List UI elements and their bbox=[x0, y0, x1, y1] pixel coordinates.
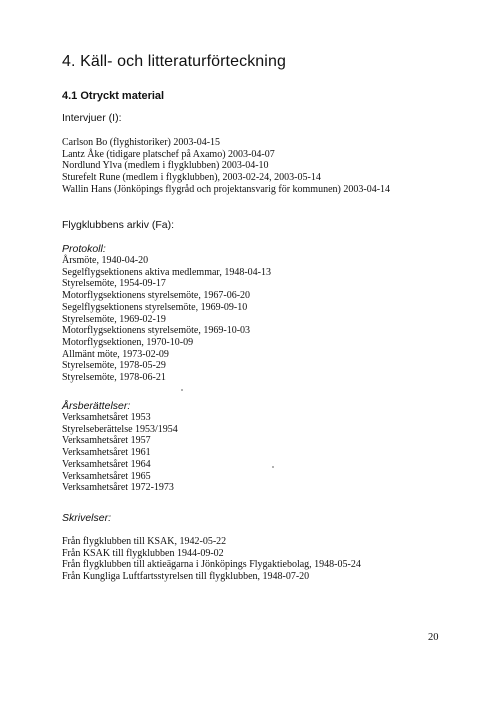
scan-speck bbox=[181, 389, 183, 391]
list-item: Styrelsemöte, 1954-09-17 bbox=[62, 278, 166, 290]
section-heading: 4. Käll- och litteraturförteckning bbox=[62, 53, 286, 70]
list-item: Motorflygsektionen, 1970-10-09 bbox=[62, 336, 194, 348]
arsberattelser-label: Årsberättelser: bbox=[62, 400, 131, 412]
interviews-label: Intervjuer (I): bbox=[62, 112, 122, 124]
list-item: Verksamhetsåret 1961 bbox=[62, 447, 151, 459]
list-item: Verksamhetsåret 1957 bbox=[62, 435, 151, 447]
list-item: Årsmöte, 1940-04-20 bbox=[62, 255, 149, 266]
list-item: Styrelsemöte, 1978-05-29 bbox=[62, 360, 166, 372]
list-item: Motorflygsektionens styrelsemöte, 1967-06-20 bbox=[62, 290, 251, 302]
list-item: Från Kungliga Luftfartsstyrelsen till flygklubben, 1948-07-20 bbox=[62, 571, 310, 583]
list-item: Nordlund Ylva (medlem i flygklubben) 2003-04-10 bbox=[62, 160, 269, 172]
skrivelser-list bbox=[62, 536, 361, 583]
list-item: Sturefelt Rune (medlem i flygklubben), 2003-02-24, 2003-05-14 bbox=[62, 172, 321, 184]
archive-label: Flygklubbens arkiv (Fa): bbox=[62, 219, 175, 231]
list-item: Wallin Hans (Jönköpings flygråd och projektansvarig för kommunen) 2003-04-14 bbox=[62, 183, 391, 195]
list-item: Från flygklubben till KSAK, 1942-05-22 bbox=[62, 536, 227, 547]
page-number: 20 bbox=[428, 632, 439, 643]
arsberattelser-list bbox=[62, 412, 178, 494]
list-item: Verksamhetsåret 1972-1973 bbox=[62, 482, 174, 494]
list-item: Motorflygsektionens styrelsemöte, 1969-10-03 bbox=[62, 325, 251, 337]
list-item: Segelflygsektionens aktiva medlemmar, 1948-04-13 bbox=[62, 266, 271, 278]
subsection-heading: 4.1 Otryckt material bbox=[62, 90, 165, 102]
list-item: Styrelseberättelse 1953/1954 bbox=[62, 423, 178, 435]
list-item: Verksamhetsåret 1953 bbox=[62, 412, 151, 423]
protokoll-list bbox=[62, 255, 271, 384]
list-item: Från flygklubben till aktieägarna i Jönköpings Flygaktiebolag, 1948-05-24 bbox=[62, 559, 361, 571]
list-item: Verksamhetsåret 1964 bbox=[62, 458, 151, 470]
list-item: Segelflygsektionens styrelsemöte, 1969-09-10 bbox=[62, 301, 248, 313]
list-item: Allmänt möte, 1973-02-09 bbox=[62, 348, 169, 360]
list-item: Från KSAK till flygklubben 1944-09-02 bbox=[62, 547, 224, 559]
skrivelser-label: Skrivelser: bbox=[62, 512, 112, 524]
interviews-list bbox=[62, 137, 390, 196]
list-item: Styrelsemöte, 1978-06-21 bbox=[62, 372, 166, 384]
list-item: Lantz Åke (tidigare platschef på Axamo) 2003-04-07 bbox=[62, 148, 275, 160]
protokoll-label: Protokoll: bbox=[62, 243, 106, 255]
list-item: Verksamhetsåret 1965 bbox=[62, 470, 151, 482]
scan-speck bbox=[272, 466, 274, 468]
list-item: Styrelsemöte, 1969-02-19 bbox=[62, 313, 166, 325]
list-item: Carlson Bo (flyghistoriker) 2003-04-15 bbox=[62, 137, 221, 148]
